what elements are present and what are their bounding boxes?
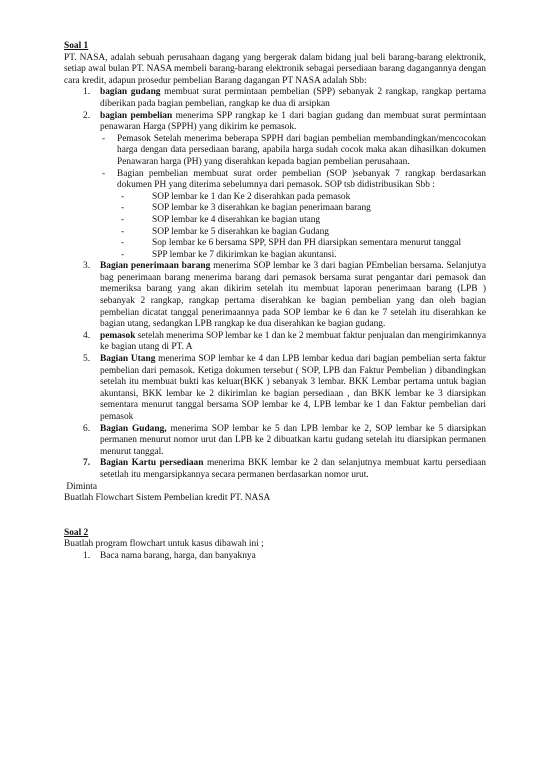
diminta-label: Diminta [64,481,98,492]
step-actor: bagian pembelian [100,110,173,121]
procedure-step-7 [64,458,486,481]
step-number: 6. [83,423,91,434]
step-number: 4. [83,330,91,341]
sop-item-text: SPP lembar ke 7 dikirimkan ke bagian akuntansi. [152,249,337,260]
step-text: menerima BKK lembar ke 2 dan selanjutnya membuat kartu persediaan setetlah itu mengarsipkannya secara permanen berdasarkan nomor urut. [100,458,486,480]
dash-bullet: - [121,214,125,225]
soal2-title: Soal 2 [64,527,89,538]
step-number: 7. [83,458,91,469]
step-actor: pemasok [100,330,136,341]
sub-item-text: Bagian pembelian membuat surat order pembelian (SOP )sebanyak 7 rangkap berdasarkan dokumen PH yang diterima sebelumnya dari pemasok. SOP tsb didistribusikan Sbb : [117,168,486,191]
soal1-title: Soal 1 [64,41,89,51]
step-text: membuat surat permintaan pembelian (SPP) sebanyak 2 rangkap, rangkap pertama diberikan pada bagian pembelian, rangkap ke dua di arsipkan [100,87,486,109]
sop-item [117,215,486,227]
step-actor: Bagian Kartu persediaan [100,458,204,469]
document-body [64,41,486,563]
sop-item [117,238,486,250]
step-2-sublist [100,134,486,262]
step-number: 2. [83,110,91,121]
procedure-step-2 [64,111,486,262]
soal1-task: Buatlah Flowchart Sistem Pembelian kredit PT. NASA [64,493,271,504]
sub-item-text: Pemasok Setelah menerima beberapa SPPH dari bagian pembelian membandingkan/mencocokan harga dengan data persediaan barang, apabila harga sudah cocok maka akan dihasilkan dokumen Penawaran harga (PH) yang diserahkan kepada bagian pembelian perusahaan. [117,133,486,167]
sop-item-text: Sop lembar ke 6 bersama SPP, SPH dan PH diarsipkan sementara menurut tanggal [152,238,462,249]
procedure-step-5 [64,354,486,424]
dash-bullet: - [121,203,125,214]
soal2-step-1 [64,551,486,563]
step-text: menerima SOP lembar ke 4 dan LPB lembar kedua dari bagian pembelian serta faktur pembelian dari pemasok. Ketiga dokumen tersebut ( SOP, LPB dan Faktur Pembelian ) dibandingkan setelah itu membuat bukti kas keluar(BKK ) sebanyak 3 lembar. BKK Lembar pertama untuk bagian akuntansi, BKK lembar ke 2 dikirimlan ke bagian persediaan , dan BKK lembar ke 3 diarsipkan sementara menurut tanggal bersama SOP lembar ke 4, LPB lembar ke 1 dan Faktur pembelian dari pemasok [100,354,487,422]
sub-item [100,169,486,262]
step-text: Baca nama barang, harga, dan banyaknya [100,550,256,561]
procedure-step-3 [64,261,486,331]
soal2-intro: Buatlah program flowchart untuk kasus dibawah ini ; [64,539,264,550]
soal2-list [64,551,486,563]
step-number: 1. [83,87,91,98]
procedure-step-4 [64,331,486,354]
procedure-step-6 [64,424,486,459]
step-number: 1. [83,550,91,561]
step-actor: Bagian Gudang, [100,423,167,434]
step-number: 3. [83,261,91,272]
sop-distribution-list [117,192,486,262]
sop-item-text: SOP lembar ke 4 diserahkan ke bagian utang [152,214,321,225]
step-number: 5. [83,354,91,365]
dash-bullet: - [102,168,106,179]
step-text: menerima SOP lembar ke 5 dan LPB lembar ke 2, SOP lembar ke 5 diarsipkan permanen menurut nomor urut dan LPB ke 2 dibuatkan kartu gudang setelah itu diarsipkan permanen menurut tanggal. [100,423,487,457]
dash-bullet: - [102,133,106,144]
procedure-list [64,87,486,481]
dash-bullet: - [121,249,125,260]
dash-bullet: - [121,226,125,237]
soal1-intro: PT. NASA, adalah sebuah perusahaan dagang yang bergerak dalam bidang jual beli barang-barang elektronik, setiap awal bulan PT. NASA membeli barang-barang elektronik sebagai persediaan barang dagangannya dengan cara kredit, adapun prosedur pembelian Barang dagangan PT NASA adalah Sbb: [64,52,486,86]
step-text: setelah menerima SOP lembar ke 1 dan ke 2 membuat faktur penjualan dan mengirimkannya ke bagian utang di PT. A [100,330,487,353]
step-text: menerima SPP rangkap ke 1 dari bagian gudang dan membuat surat permintaan penawaran Harga (SPPH) yang dikirim ke pemasok. [100,110,487,133]
step-actor: Bagian Utang [100,354,156,365]
sub-item [100,134,486,169]
dash-bullet: - [121,238,125,249]
sop-item-text: SOP lembar ke 5 diserahkan ke bagian Gudang [152,226,329,237]
sop-item-text: SOP lembar ke 3 diserahkan ke bagian penerimaan barang [152,203,371,214]
step-actor: Bagian penerimaan barang [100,261,211,272]
step-text: menerima SOP lembar ke 3 dari bagian PEmbelian bersama. Selanjutya bag penerimaan barang menerima barang dari pemasok bersama surat pengantar dari pemasok dan memeriksa barang yang akan dikirim setelah itu membuat laporan penerimaan barang (LPB ) sebanyak 2 rangkap, rangkap pertama diserahkan ke bagian pembelian yang dan oleh bagian pembelian dicatat tanggal penerimaannya pada SOP lembar ke 6 dan ke 7 setelah itu diserahkan ke bagian utang, sedangkan LPB rangkap ke dua diserahkan ke bagian gudang. [100,261,486,330]
section-spacer [64,505,486,528]
step-actor: bagian gudang [100,87,161,98]
sop-item [117,192,486,204]
procedure-step-1 [64,87,486,110]
sop-item [117,203,486,215]
dash-bullet: - [121,191,125,202]
sop-item-text: SOP lembar ke 1 dan Ke 2 diserahkan pada pemasok [152,191,351,202]
sop-item [117,227,486,239]
sop-item [117,250,486,262]
